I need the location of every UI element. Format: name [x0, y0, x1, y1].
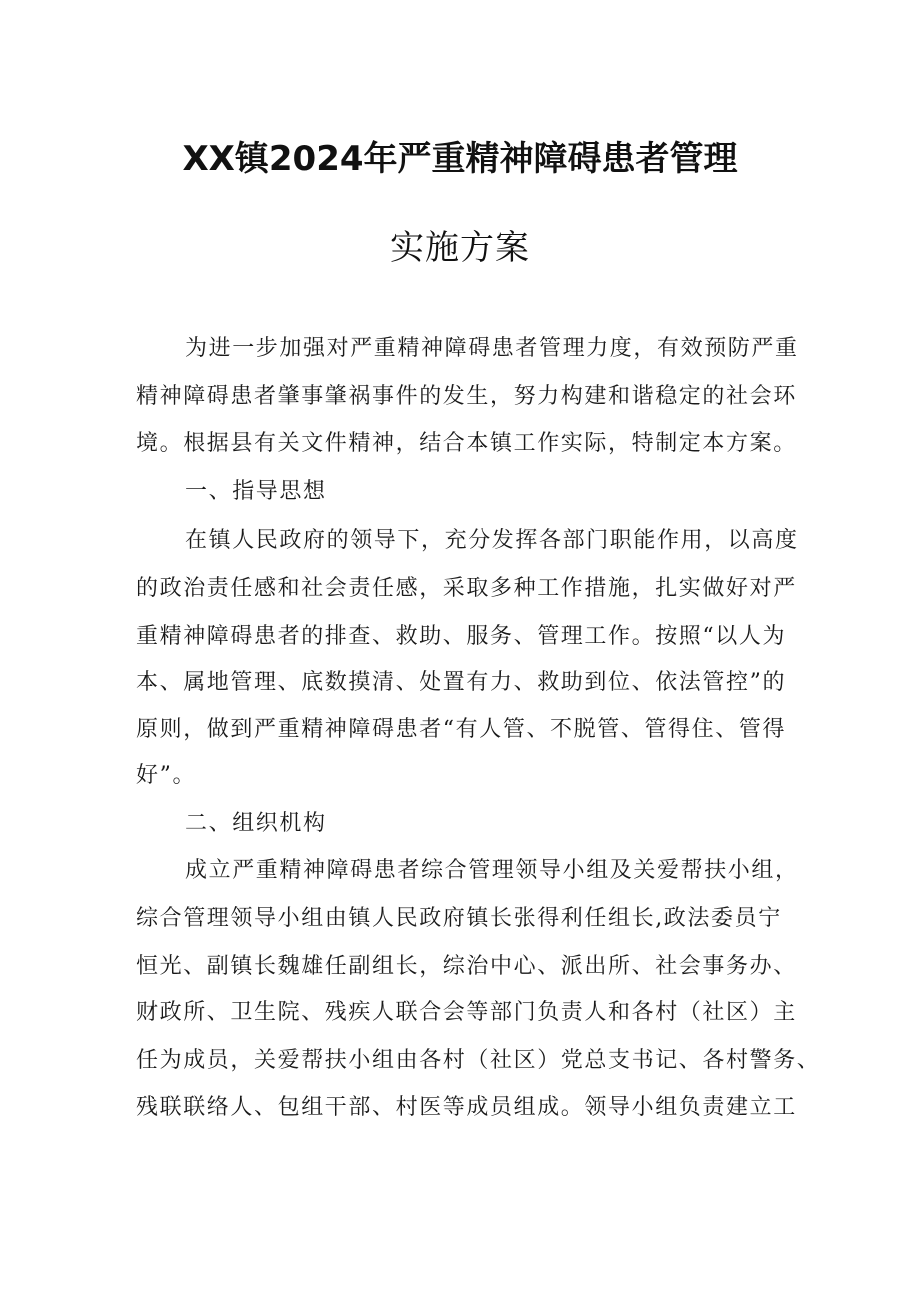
section2-line: 成立严重精神障碍患者综合管理领导小组及关爱帮扶小组， [185, 858, 799, 883]
section1-line: 在镇人民政府的领导下，充分发挥各部门职能作用，以高度 [185, 528, 799, 553]
intro-line: 精神障碍患者肇事肇祸事件的发生，努力构建和谐稳定的社会环 [136, 384, 797, 409]
section2-line: 任为成员，关爱帮扶小组由各村（社区）党总支书记、各村警务、 [136, 1048, 821, 1073]
section1-line: 的政治责任感和社会责任感，采取多种工作措施，扎实做好对严 [136, 576, 797, 601]
intro-line: 境。根据县有关文件精神，结合本镇工作实际，特制定本方案。 [136, 431, 797, 456]
section1-line: 好”。 [136, 763, 197, 788]
document-title-line-1: XX镇2024年严重精神障碍患者管理 [182, 139, 738, 179]
section-heading-guiding-ideology: 一、指导思想 [185, 479, 327, 504]
section2-line: 残联联络人、包组干部、村医等成员组成。领导小组负责建立工 [136, 1095, 797, 1120]
section1-line: 本、属地管理、底数摸清、处置有力、救助到位、依法管控”的 [136, 670, 787, 695]
section2-line: 财政所、卫生院、残疾人联合会等部门负责人和各村（社区）主 [136, 1000, 797, 1025]
section1-line: 重精神障碍患者的排查、救助、服务、管理工作。按照“以人为 [136, 624, 787, 649]
document-title-line-2: 实施方案 [390, 228, 530, 268]
section1-line: 原则，做到严重精神障碍患者“有人管、不脱管、管得住、管得 [136, 717, 787, 742]
section2-line: 恒光、副镇长魏雄任副组长，综治中心、派出所、社会事务办、 [136, 954, 797, 979]
section-heading-organization: 二、组织机构 [185, 811, 327, 836]
section2-line: 综合管理领导小组由镇人民政府镇长张得利任组长,政法委员宁 [136, 906, 782, 931]
intro-line: 为进一步加强对严重精神障碍患者管理力度，有效预防严重 [185, 336, 799, 361]
